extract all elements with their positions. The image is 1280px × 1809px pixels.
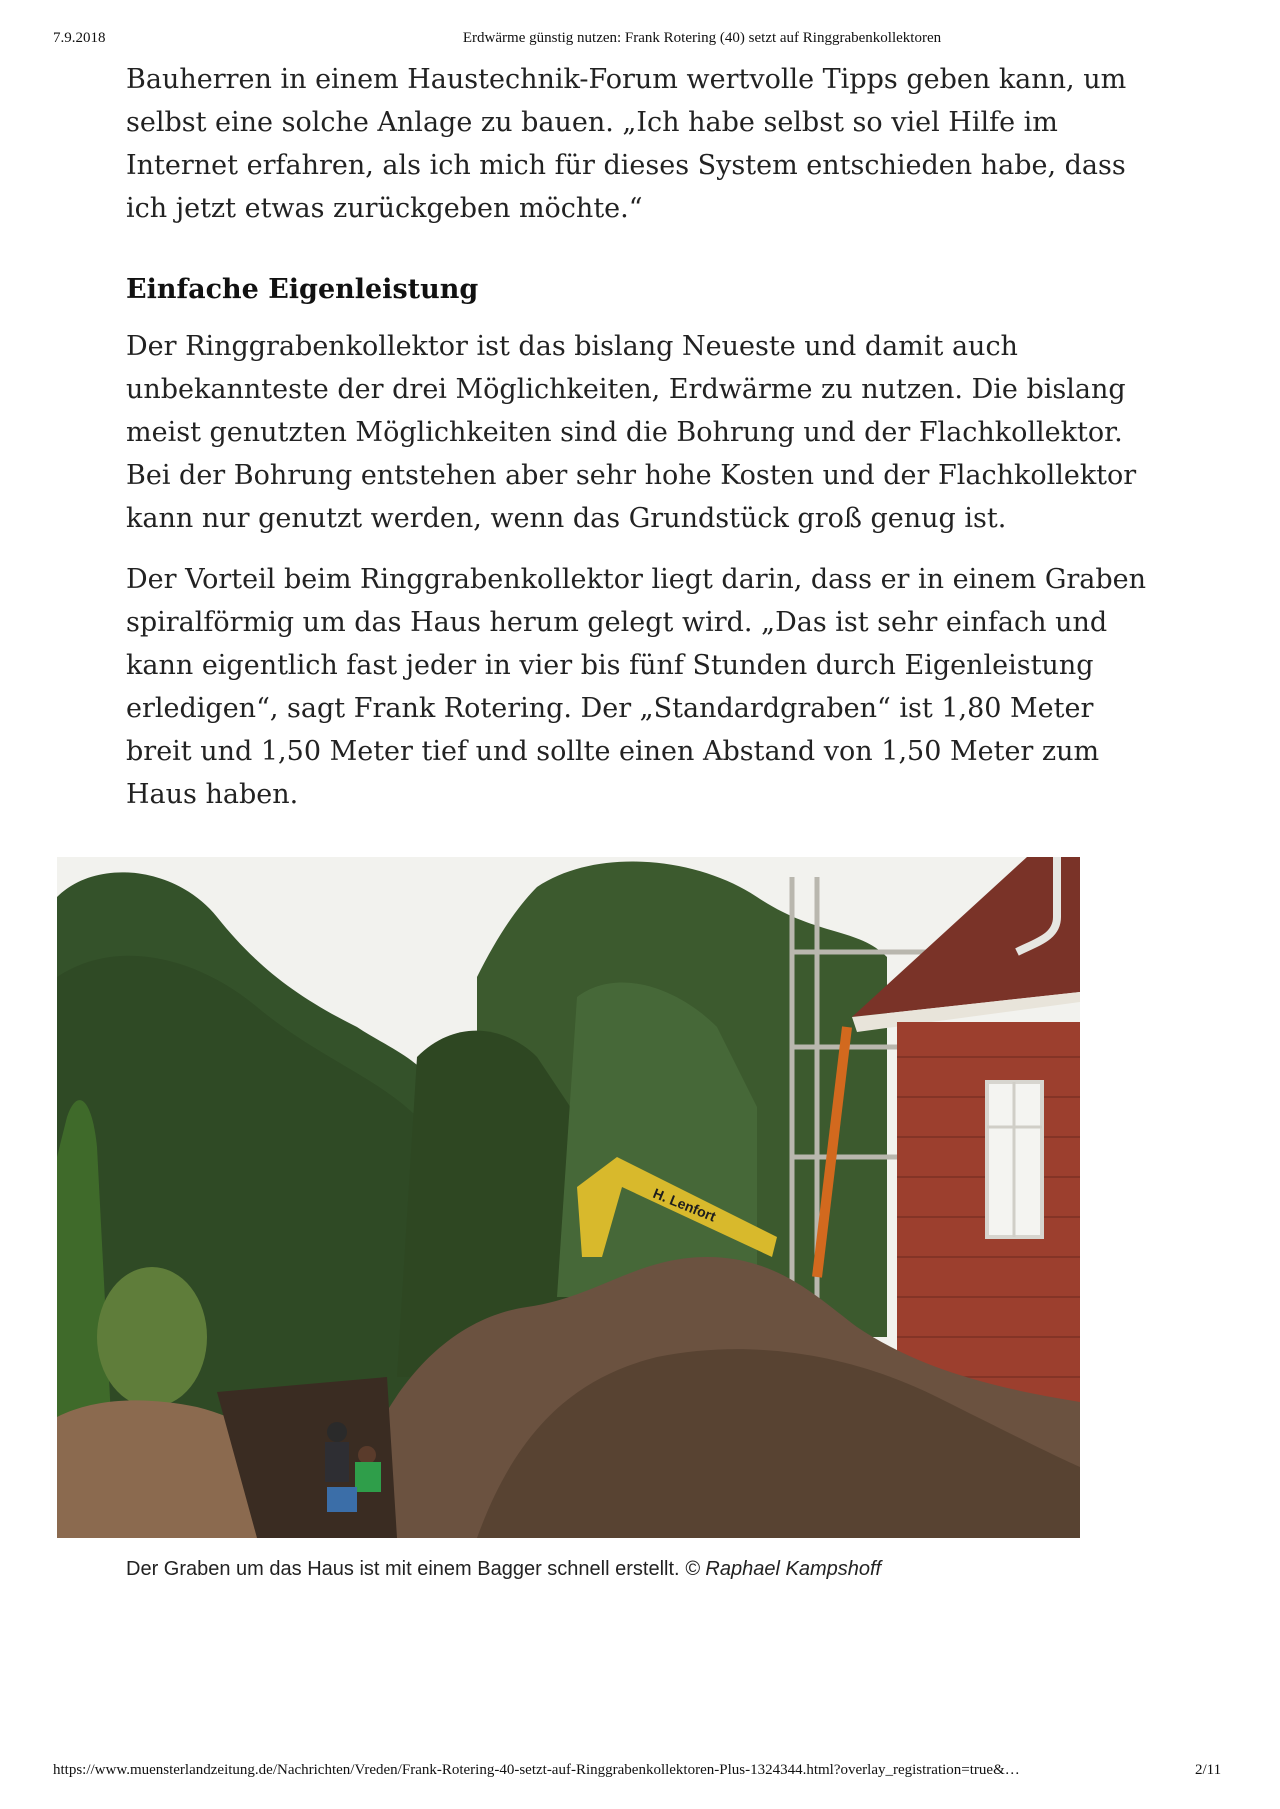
photo-caption (126, 1558, 881, 1581)
section-heading: Einfache Eigenleistung (126, 274, 479, 305)
article-photo (57, 857, 1080, 1538)
caption-text: Der Graben um das Haus ist mit einem Bagger schnell erstellt. (126, 1558, 680, 1580)
source-url: https://www.muensterlandzeitung.de/Nachrichten/Vreden/Frank-Rotering-40-setzt-auf-Ringgrabenkollektoren-Plus-1324344.html?overlay_registration=true&… (53, 1762, 1020, 1778)
article-paragraph-2: Der Ringgrabenkollektor ist das bislang Neueste und damit auch unbekannteste der drei Möglichkeiten, Erdwärme zu nutzen. Die bislang meist genutzten Möglichkeiten sind die Bohrung und der Flachkollektor. Bei der Bohrung entstehen aber sehr hohe Kosten und der Flachkollektor kann nur genutzt werden, wenn das Grundstück groß genug ist. (126, 331, 1137, 534)
print-header (0, 30, 1280, 50)
print-title: Erdwärme günstig nutzen: Frank Rotering (40) setzt auf Ringgrabenkollektoren (462, 30, 942, 46)
print-footer (0, 1762, 1280, 1782)
excavator-label: H. Lenfort (650, 1184, 719, 1225)
article-paragraph-3: Der Vorteil beim Ringgrabenkollektor liegt darin, dass er in einem Graben spiralförmig um das Haus herum gelegt wird. „Das ist sehr einfach und kann eigentlich fast jeder in vier bis fünf Stunden durch Eigenleistung erledigen“, sagt Frank Rotering. Der „Standardgraben“ ist 1,80 Meter breit und 1,50 Meter tief und sollte einen Abstand von 1,50 Meter zum Haus haben. (126, 564, 1147, 810)
page-number: 2/11 (1195, 1762, 1222, 1778)
article-paragraph-1: Bauherren in einem Haustechnik-Forum wertvolle Tipps geben kann, um selbst eine solche Anlage zu bauen. „Ich habe selbst so viel Hilfe im Internet erfahren, als ich mich für dieses System entschieden habe, dass ich jetzt etwas zurückgeben möchte.“ (126, 64, 1127, 224)
photo-credit: © Raphael Kampshoff (685, 1558, 882, 1580)
print-date: 7.9.2018 (53, 30, 106, 46)
photo-illustration (57, 857, 1080, 1538)
